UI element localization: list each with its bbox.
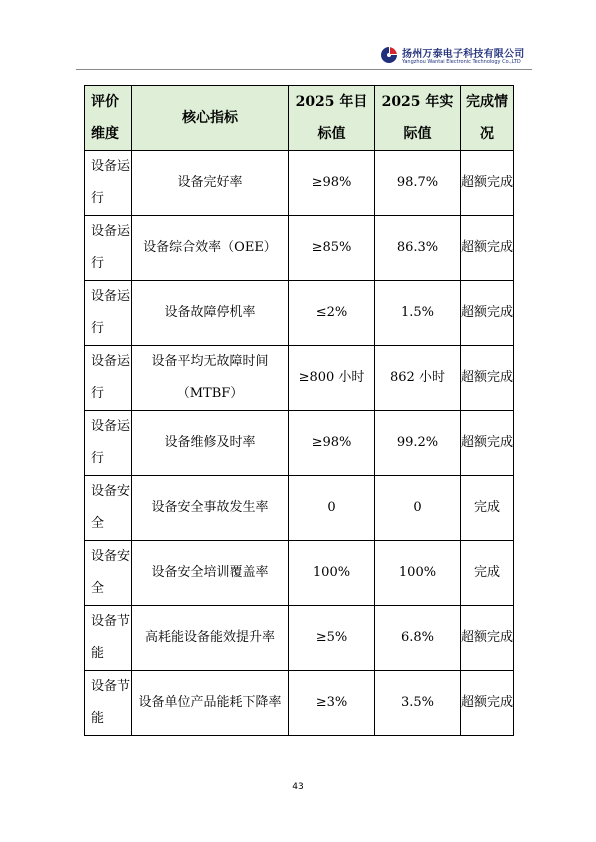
table-header-row <box>85 86 514 151</box>
cell-dimension: 设备节能 <box>85 606 132 671</box>
header-dimension: 评价维度 <box>85 86 132 151</box>
cell-dimension: 设备安全 <box>85 541 132 606</box>
cell-dimension: 设备运行 <box>85 346 132 411</box>
company-logo <box>380 44 530 70</box>
cell-actual: 0 <box>375 476 461 541</box>
cell-target: ≥98% <box>289 411 375 476</box>
company-name-en: Yangzhou Wantai Electronic Technology Co.,LTD <box>402 59 521 65</box>
cell-status: 超额完成 <box>461 151 514 216</box>
cell-dimension: 设备运行 <box>85 411 132 476</box>
cell-status: 超额完成 <box>461 346 514 411</box>
cell-dimension: 设备安全 <box>85 476 132 541</box>
header-divider <box>76 69 532 70</box>
cell-target: 0 <box>289 476 375 541</box>
cell-status: 超额完成 <box>461 216 514 281</box>
cell-target: ≥98% <box>289 151 375 216</box>
cell-actual: 99.2% <box>375 411 461 476</box>
cell-target: ≥3% <box>289 671 375 736</box>
cell-status: 完成 <box>461 541 514 606</box>
cell-target: ≥800 小时 <box>289 346 375 411</box>
cell-target: ≥5% <box>289 606 375 671</box>
table-row <box>85 346 514 411</box>
cell-indicator: 设备综合效率（OEE） <box>132 216 289 281</box>
cell-indicator: 设备完好率 <box>132 151 289 216</box>
table-row <box>85 541 514 606</box>
table-row <box>85 151 514 216</box>
cell-dimension: 设备运行 <box>85 151 132 216</box>
table-row <box>85 476 514 541</box>
table-row <box>85 606 514 671</box>
cell-indicator: 设备平均无故障时间（MTBF） <box>132 346 289 411</box>
cell-actual: 100% <box>375 541 461 606</box>
header-status: 完成情况 <box>461 86 514 151</box>
table-row <box>85 411 514 476</box>
cell-indicator: 设备单位产品能耗下降率 <box>132 671 289 736</box>
header-actual: 2025 年实际值 <box>375 86 461 151</box>
equipment-metrics-table <box>84 85 514 736</box>
cell-actual: 3.5% <box>375 671 461 736</box>
company-name-cn: 扬州万泰电子科技有限公司 <box>402 49 525 60</box>
cell-status: 超额完成 <box>461 606 514 671</box>
cell-actual: 98.7% <box>375 151 461 216</box>
header-indicator: 核心指标 <box>132 86 289 151</box>
cell-status: 超额完成 <box>461 411 514 476</box>
cell-indicator: 设备故障停机率 <box>132 281 289 346</box>
header-target: 2025 年目标值 <box>289 86 375 151</box>
cell-indicator: 设备安全培训覆盖率 <box>132 541 289 606</box>
cell-status: 超额完成 <box>461 281 514 346</box>
cell-target: 100% <box>289 541 375 606</box>
company-logo-icon <box>380 46 398 64</box>
cell-dimension: 设备运行 <box>85 216 132 281</box>
table-row <box>85 671 514 736</box>
page-number: 43 <box>292 782 304 792</box>
cell-status: 超额完成 <box>461 671 514 736</box>
cell-target: ≥85% <box>289 216 375 281</box>
cell-dimension: 设备运行 <box>85 281 132 346</box>
table-row <box>85 281 514 346</box>
cell-dimension: 设备节能 <box>85 671 132 736</box>
cell-actual: 6.8% <box>375 606 461 671</box>
cell-actual: 86.3% <box>375 216 461 281</box>
cell-indicator: 设备维修及时率 <box>132 411 289 476</box>
table-row <box>85 216 514 281</box>
cell-indicator: 设备安全事故发生率 <box>132 476 289 541</box>
cell-actual: 1.5% <box>375 281 461 346</box>
cell-actual: 862 小时 <box>375 346 461 411</box>
cell-status: 完成 <box>461 476 514 541</box>
cell-target: ≤2% <box>289 281 375 346</box>
cell-indicator: 高耗能设备能效提升率 <box>132 606 289 671</box>
